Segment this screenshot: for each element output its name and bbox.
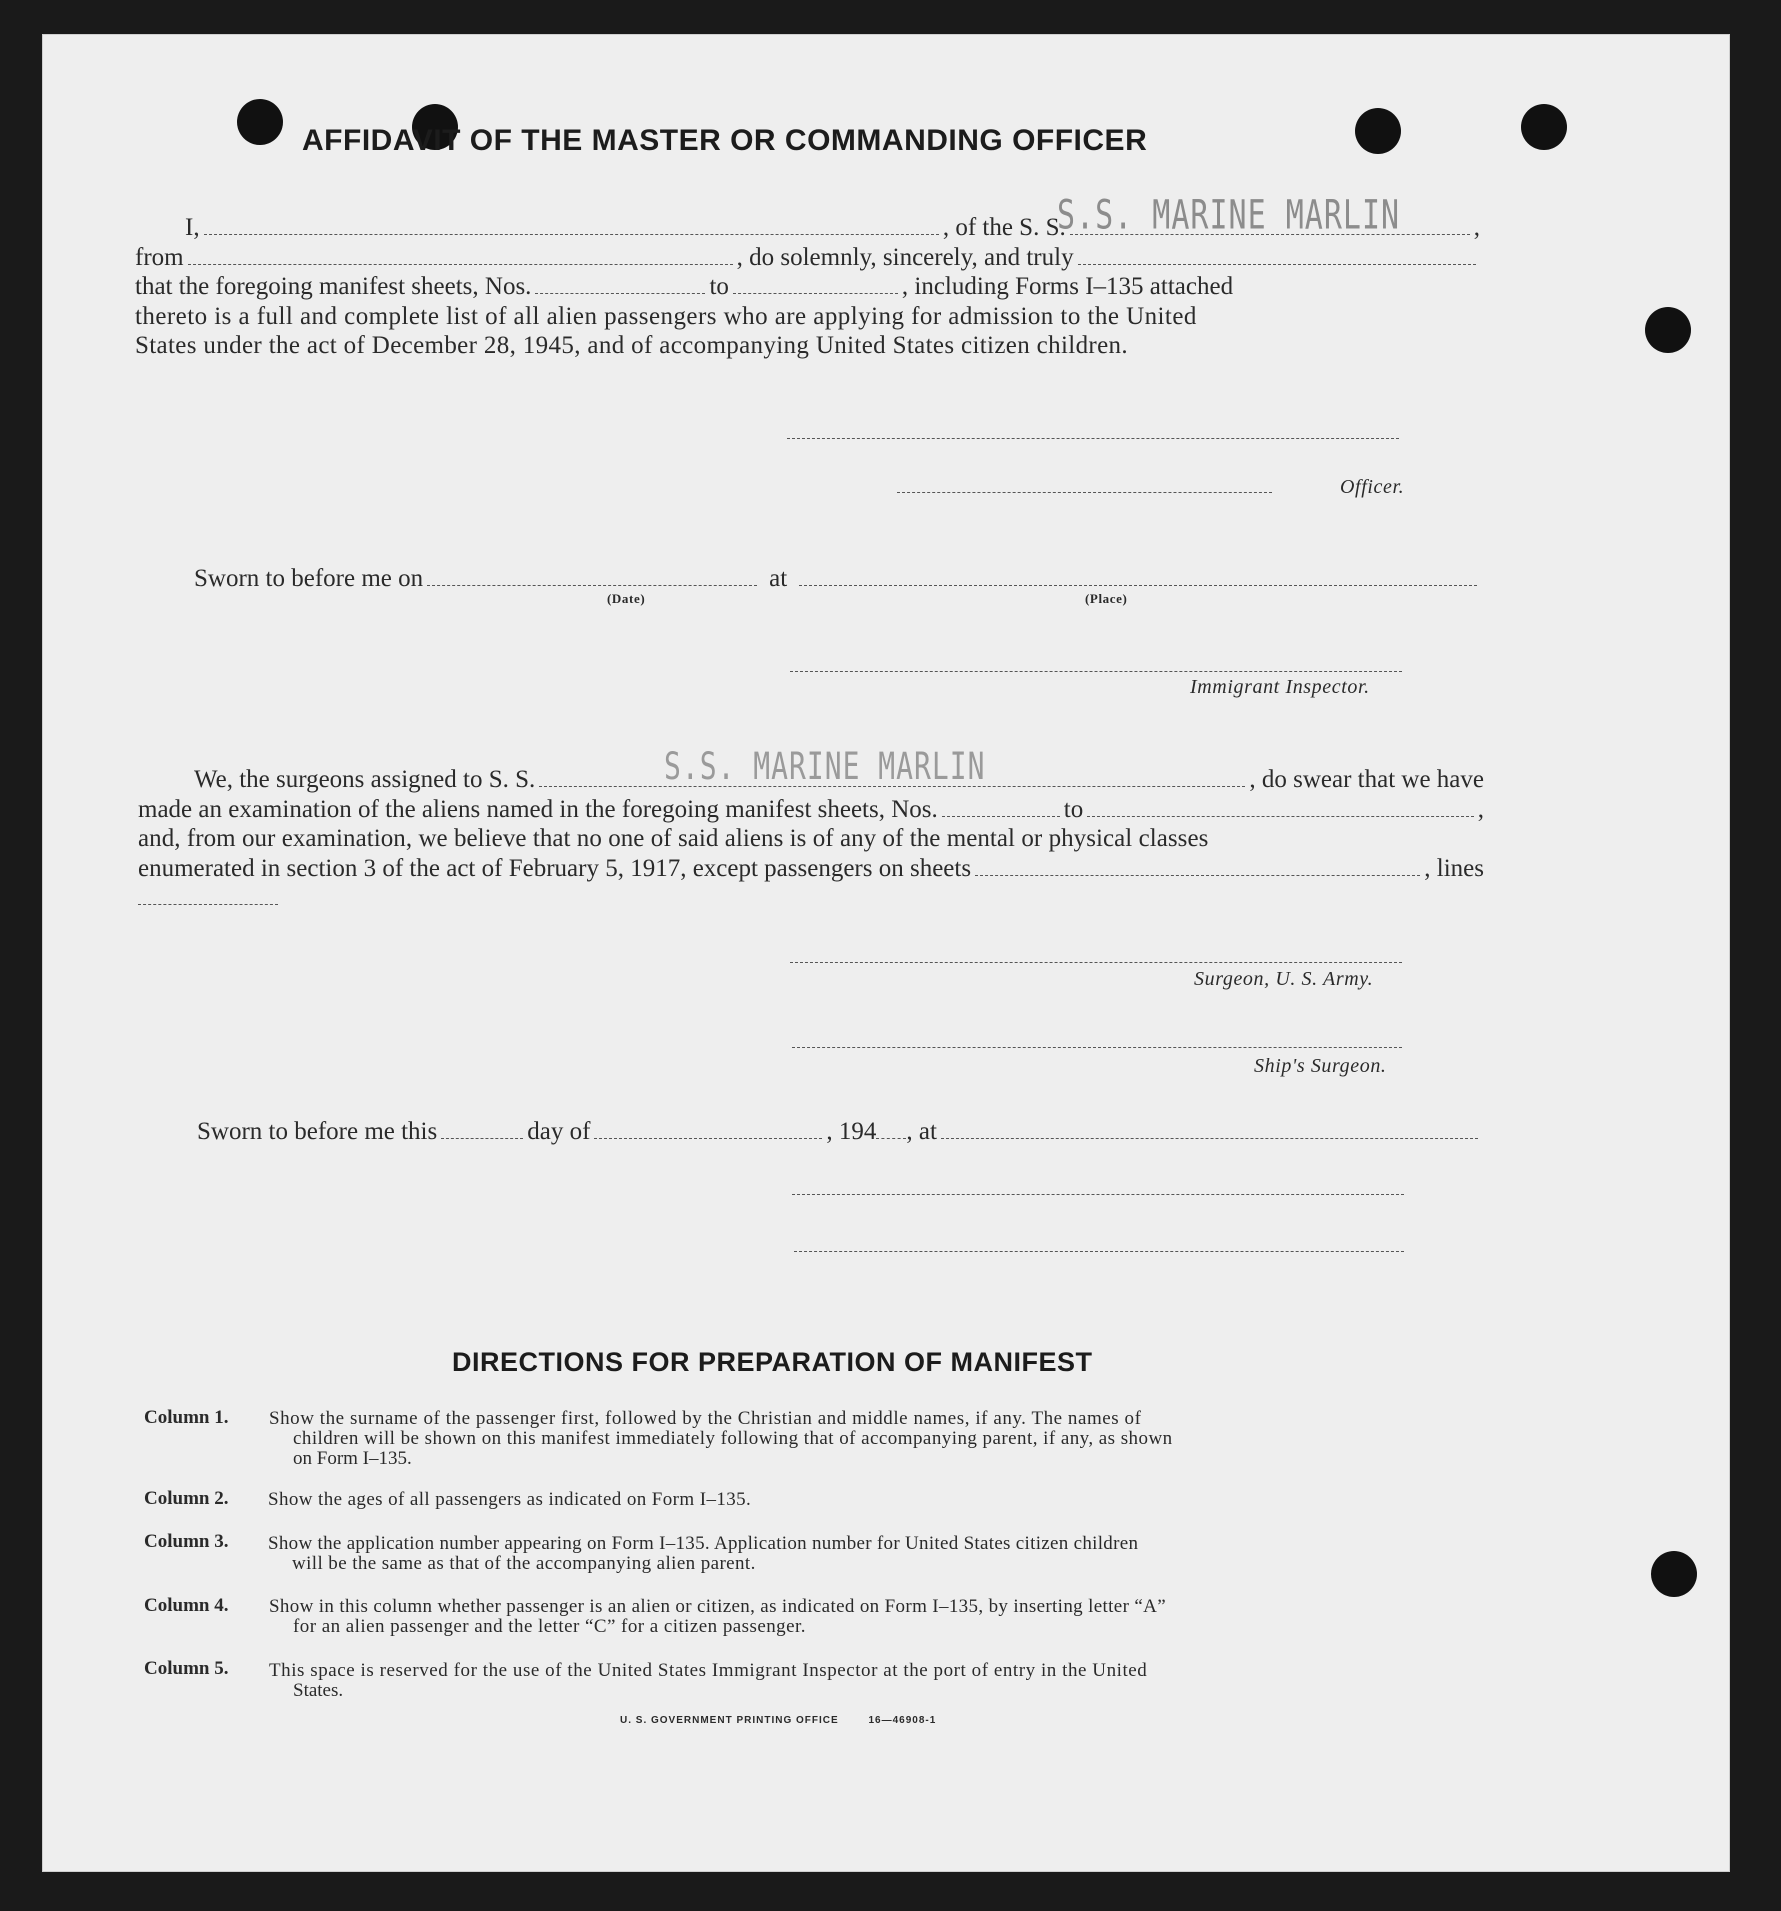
sworn-at-label-2: , at [906,1118,937,1145]
master-from-label: from [135,243,184,271]
sworn-this-label: Sworn to before me this [197,1118,438,1145]
master-including-label: , including Forms I–135 attached [901,273,1234,300]
printer-name: U. S. GOVERNMENT PRINTING OFFICE [620,1715,839,1726]
inspector-caption: Immigrant Inspector. [1190,676,1370,698]
column-3-line-1: Show the application number appearing on Form I–135. Application number for United States citizen children [268,1533,1139,1554]
surgeons-sheets-label: enumerated in section 3 of the act of February 5, 1917, except passengers on sheets [138,854,972,882]
column-1-label: Column 1. [144,1407,229,1428]
sworn-label: Sworn to before me on [194,565,424,592]
column-4-line-2: for an alien passenger and the letter “C” for a citizen passenger. [293,1616,806,1637]
sworn-year-label: , 194 [826,1118,877,1145]
column-4-text [269,1597,1444,1637]
column-5-line-1: This space is reserved for the use of the United States Immigrant Inspector at the port of entry in the United [269,1660,1148,1681]
column-5-text [269,1661,1444,1701]
column-2-text [268,1490,1443,1510]
page-title: AFFIDAVIT OF THE MASTER OR COMMANDING OFFICER [302,124,1148,157]
surgeons-swear-label: , do swear that we have [1249,766,1484,793]
surgeons-line-3: and, from our examination, we believe that no one of said aliens is of any of the mental or physical classes [138,825,1209,852]
surgeons-to-label: to [1063,795,1084,823]
surgeons-comma: , [1477,795,1484,823]
column-2-line-1: Show the ages of all passengers as indicated on Form I–135. [268,1489,752,1510]
ship-name-stamp: S.S. MARINE MARLIN [1057,192,1401,240]
column-3-text [268,1534,1443,1574]
officer-caption: Officer. [1340,476,1405,498]
master-to-label: to [709,273,729,300]
master-comma: , [1473,214,1480,241]
place-caption: (Place) [1085,591,1128,606]
master-line-5: States under the act of December 28, 1945, and of accompanying United States citizen children. [135,332,1128,359]
master-i-label: I, [185,214,200,241]
column-1-line-2: children will be shown on this manifest immediately following that of accompanying parent, if any, as shown [293,1428,1173,1449]
surgeons-ship-name-stamp: S.S. MARINE MARLIN [664,744,986,789]
master-manifest-label: that the foregoing manifest sheets, Nos. [135,273,532,300]
master-swear-label: , do solemnly, sincerely, and truly [736,243,1074,271]
sworn-day-of-label: day of [527,1118,591,1145]
master-line-4: thereto is a full and complete list of all alien passengers who are applying for admission to the United [135,302,1197,330]
ship-surgeon-caption: Ship's Surgeon. [1254,1055,1387,1077]
column-1-text [269,1409,1444,1469]
master-of-ss-label: , of the S. S. [942,214,1066,241]
column-4-label: Column 4. [144,1595,229,1616]
printer-imprint [620,1715,936,1726]
column-5-label: Column 5. [144,1658,229,1679]
sworn-at-label: at [769,565,788,592]
column-2-label: Column 2. [144,1488,229,1509]
column-4-line-1: Show in this column whether passenger is an alien or citizen, as indicated on Form I–135, by inserting letter “A” [269,1596,1166,1617]
date-caption: (Date) [607,591,646,606]
column-1-line-3: on Form I–135. [293,1448,412,1469]
column-5-line-2: States. [293,1680,344,1701]
column-3-line-2: will be the same as that of the accompanying alien parent. [292,1553,756,1574]
column-1-line-1: Show the surname of the passenger first, followed by the Christian and middle names, if any. The names of [269,1408,1142,1429]
document-page [42,34,1730,1872]
surgeons-lines-label: , lines [1424,854,1484,882]
form-code: 16—46908-1 [868,1715,937,1726]
directions-title: DIRECTIONS FOR PREPARATION OF MANIFEST [452,1347,1093,1377]
surgeons-manifest-label: made an examination of the aliens named in the foregoing manifest sheets, Nos. [138,795,938,823]
army-surgeon-caption: Surgeon, U. S. Army. [1194,968,1374,990]
directions-list [42,34,1730,1872]
surgeons-we-label: We, the surgeons assigned to S. S. [194,766,536,793]
column-3-label: Column 3. [144,1531,229,1552]
